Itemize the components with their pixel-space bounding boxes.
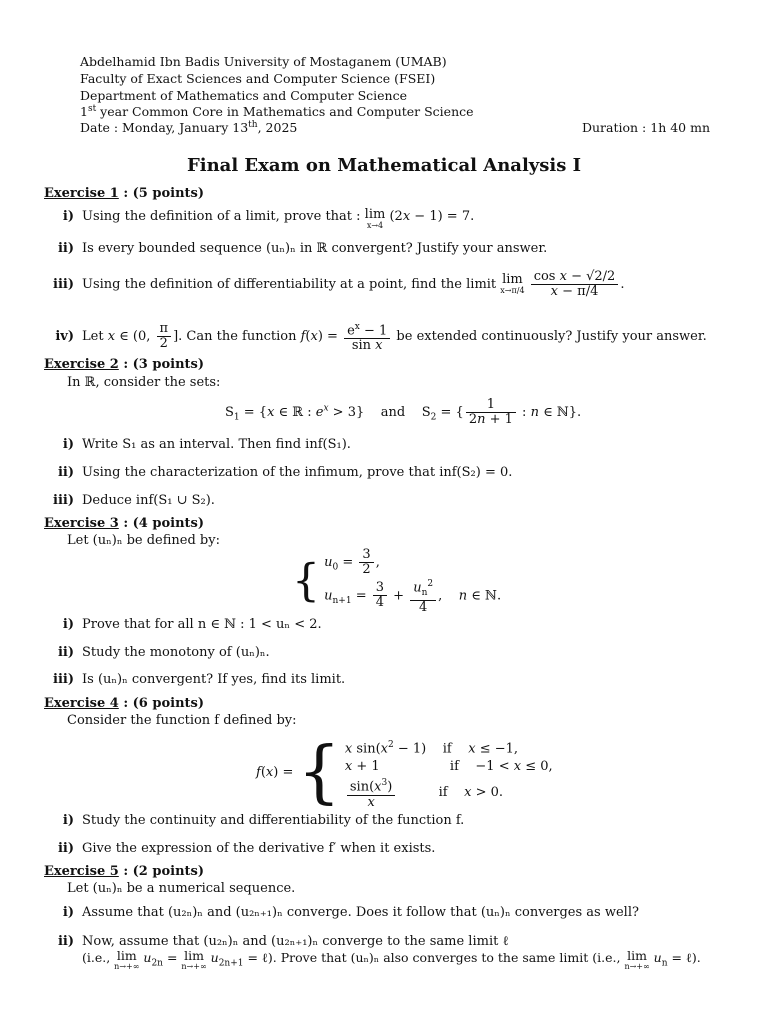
ex5-intro: Let (uₙ)ₙ be a numerical sequence.: [67, 881, 296, 896]
ex3-item-ii: ii) Study the monotony of (uₙ)ₙ.: [57, 645, 270, 660]
header-duration: Duration : 1h 40 mn: [581, 120, 710, 135]
ex5-item-i: i) Assume that (u₂ₙ)ₙ and (u₂ₙ₊₁)ₙ converge. Does it follow that (uₙ)ₙ converges as well?: [62, 905, 639, 920]
ex2-sets: $S_1 = \{x$ ∈ ℝ : $e^x > 3$} and $S_2$ = { $\frac{1}{2n + 1}$ : n ∈ ℕ}.: [225, 397, 582, 427]
ex4-item-ii: ii) Give the expression of the derivative f′ when it exists.: [57, 841, 436, 856]
ex4-intro: Consider the function f defined by:: [67, 713, 297, 728]
ex3-recurrence: { $u_0$ = $\frac{3}{2}$ , $u_{n+1}$ = $\frac{3}{4}$ + $\frac{u_n^2}{4}$ , n ∈ ℕ.: [292, 547, 502, 615]
exercise-3-heading: Exercise 3 : (4 points): [44, 516, 204, 531]
ex2-item-iii: iii) Deduce inf(S₁ ∪ S₂).: [53, 493, 215, 508]
ex4-item-i: i) Study the continuity and differentiability of the function f.: [62, 813, 465, 828]
ex1-item-i: i) Using the definition of a limit, prove that : lim x→4 (2x − 1) = 7.: [62, 207, 475, 230]
ex3-intro: Let (uₙ)ₙ be defined by:: [67, 533, 220, 548]
exercise-1-heading: Exercise 1 : (5 points): [44, 186, 204, 201]
ex1-item-ii: ii) Is every bounded sequence (uₙ)ₙ in ℝ convergent? Justify your answer.: [57, 241, 548, 256]
ex3-item-iii: iii) Is (uₙ)ₙ convergent? If yes, find its limit.: [53, 672, 346, 687]
ex1-item-iii: iii) Using the definition of differentiability at a point, find the limit lim x→π/4 $\frac{\text{cos x − √2/2}}{x - \pi/4}$ .: [53, 269, 625, 299]
exercise-4-heading: Exercise 4 : (6 points): [44, 696, 204, 711]
ex2-item-i: i) Write S₁ as an interval. Then find inf(S₁).: [62, 437, 351, 452]
header-department: Department of Mathematics and Computer Science: [80, 88, 407, 103]
header-date: Date : Monday, January 13th, 2025: [80, 120, 298, 136]
exercise-5-heading: Exercise 5 : (2 points): [44, 864, 204, 879]
exercise-2-heading: Exercise 2 : (3 points): [44, 357, 204, 372]
ex5-item-ii-cont: (i.e., lim n→+∞ $u_{2n} = \lim$ n→+∞ $u_{2n+1}$ = ℓ). Prove that (uₙ)ₙ also converges to the same limit (i.e., lim n→+∞ $u_n$ = ℓ).: [82, 948, 701, 971]
ex2-intro: In ℝ, consider the sets:: [67, 375, 221, 390]
ex2-item-ii: ii) Using the characterization of the infimum, prove that inf(S₂) = 0.: [57, 465, 513, 480]
header-faculty: Faculty of Exact Sciences and Computer Science (FSEI): [80, 71, 436, 86]
header-year: 1st year Common Core in Mathematics and Computer Science: [80, 104, 474, 120]
page-title: Final Exam on Mathematical Analysis I: [186, 155, 582, 176]
ex4-piecewise: f(x) = { x $\sin(x^2 - 1)$ if x ≤ −1, x + 1 if −1 < x ≤ 0, $\frac{\sin(x^3)}{x}$ if x > 0.: [256, 732, 553, 812]
header-university: Abdelhamid Ibn Badis University of Mostaganem (UMAB): [80, 54, 447, 69]
ex5-item-ii: ii) Now, assume that (u₂ₙ)ₙ and (u₂ₙ₊₁)ₙ converge to the same limit ℓ: [57, 934, 509, 949]
ex1-item-iv: iv) Let x ∈ (0, $\frac{\pi}{2}$ ]. Can the function f(x) = $\frac{e^x - 1}{\text{sin x}}$ be extended continuously? Justify your answer.: [55, 321, 707, 354]
ex3-item-i: i) Prove that for all n ∈ ℕ : 1 < uₙ < 2.: [62, 617, 322, 632]
